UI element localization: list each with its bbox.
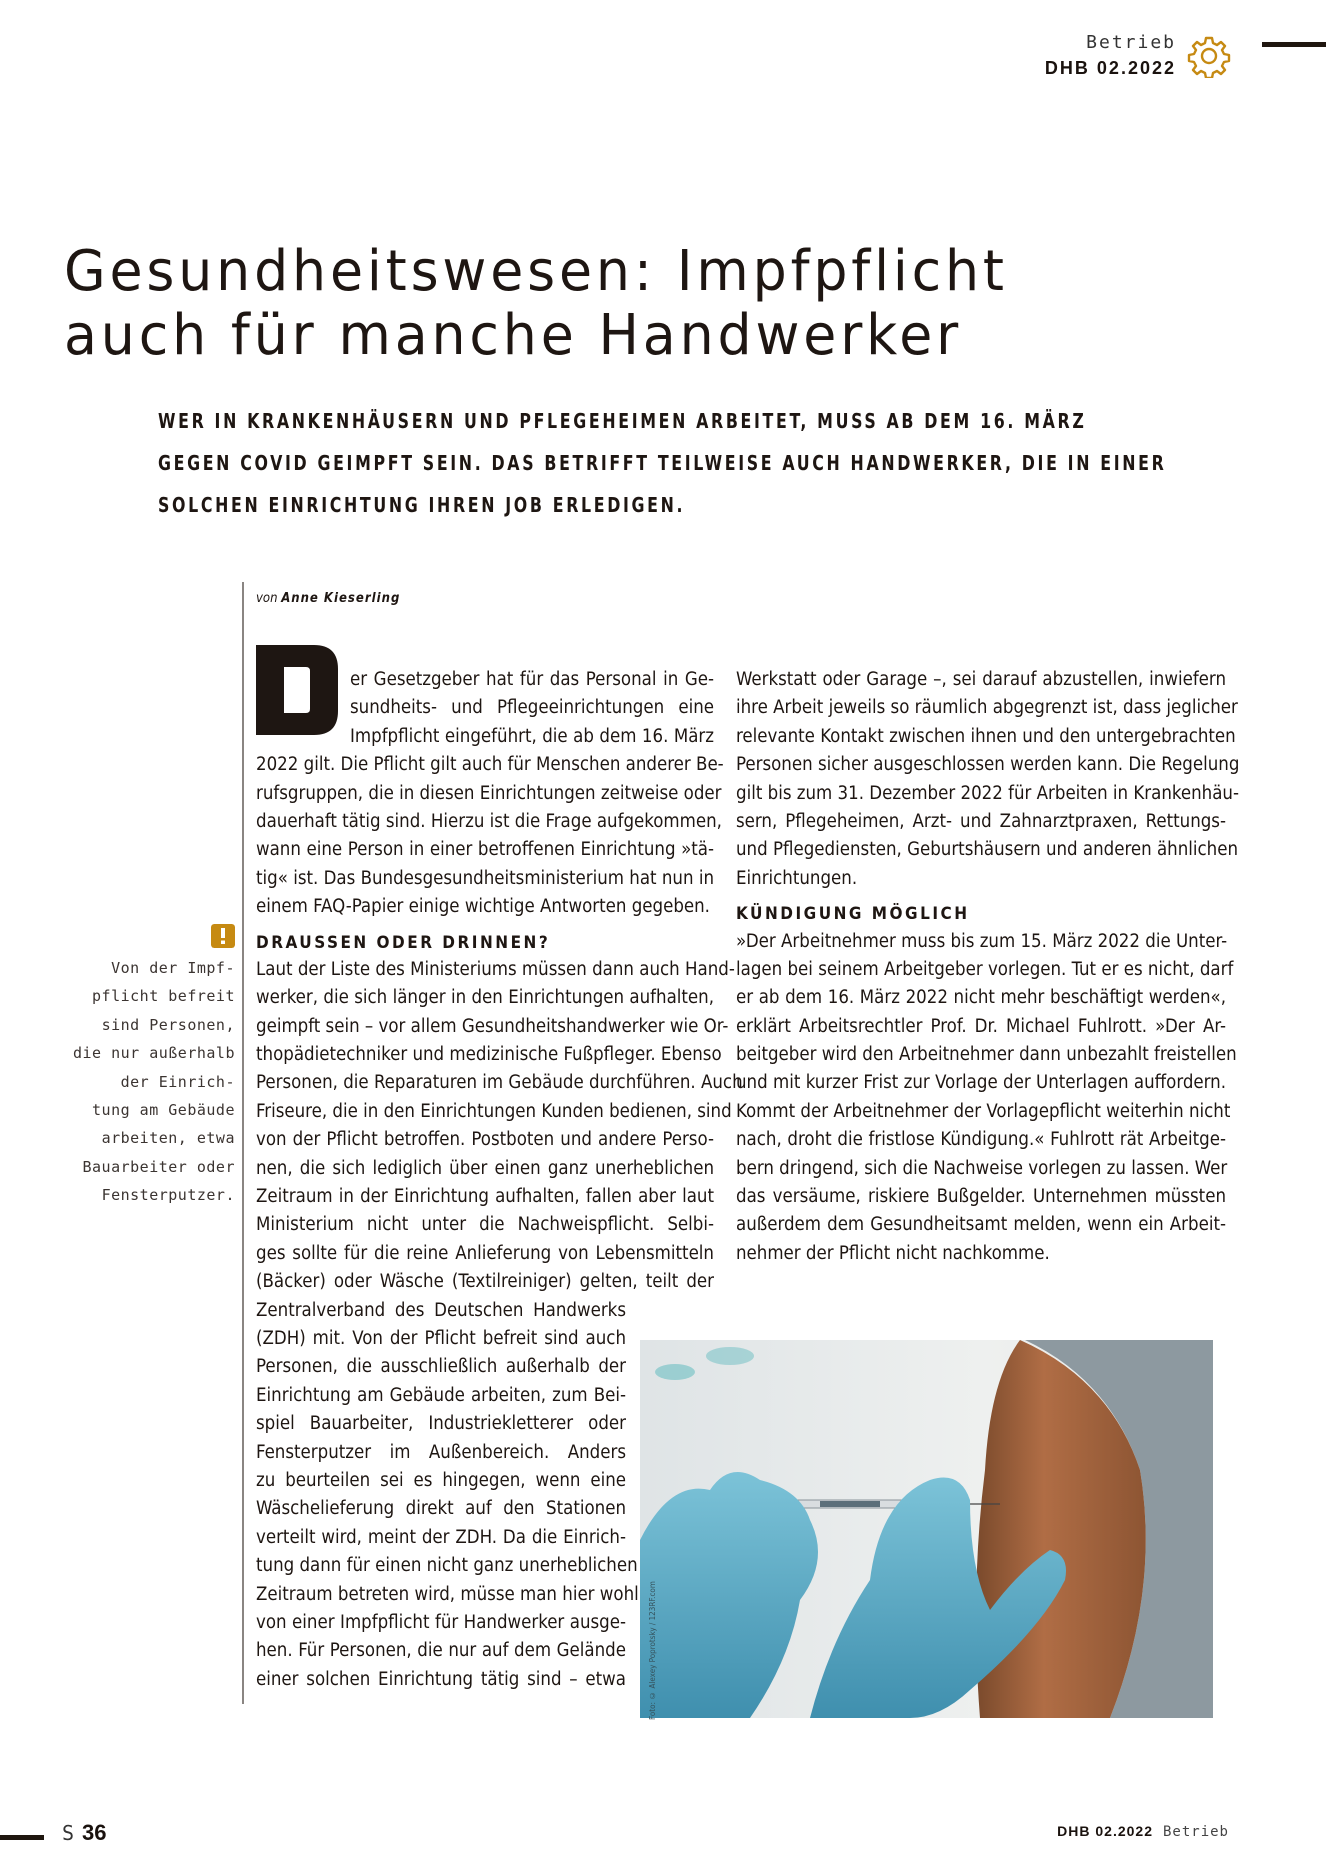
issue-label: DHB 02.2022 — [1044, 58, 1176, 78]
text-line: von der Pflicht betroffen. Postboten und andere Perso- — [256, 1129, 714, 1151]
text-line: tung dann für einen nicht ganz unerheblichen — [256, 1555, 638, 1577]
text-line: 2022 gilt. Die Pflicht gilt auch für Menschen anderer Be- — [256, 754, 724, 776]
section-label: Betrieb — [1086, 32, 1176, 53]
byline — [256, 591, 400, 606]
side-note-line: Bauarbeiter oder — [82, 1157, 235, 1176]
text-line: Personen, die ausschließlich außerhalb der — [256, 1356, 626, 1378]
text-line: gilt bis zum 31. Dezember 2022 für Arbeiten in Krankenhäu- — [736, 782, 1239, 804]
text-line: und mit kurzer Frist zur Vorlage der Unterlagen auffordern. — [736, 1072, 1226, 1094]
text-line: thopädietechniker und medizinische Fußpfleger. Ebenso — [256, 1044, 722, 1066]
text-line: Laut der Liste des Ministeriums müssen dann auch Hand- — [256, 958, 735, 980]
side-note-line: die nur außerhalb — [72, 1044, 235, 1063]
text-line: dauerhaft tätig sind. Hierzu ist die Frage aufgekommen, — [256, 810, 722, 832]
text-line: geimpft sein – vor allem Gesundheitshandwerker wie Or- — [256, 1015, 729, 1037]
text-line: beitgeber wird den Arbeitnehmer dann unbezahlt freistellen — [736, 1044, 1237, 1066]
text-line: sern, Pflegeheimen, Arzt- und Zahnarztpraxen, Rettungs- — [736, 810, 1226, 832]
text-line: hen. Für Personen, die nur auf dem Gelände — [256, 1640, 626, 1662]
subheading: DRAUSSEN ODER DRINNEN? — [256, 932, 551, 953]
page-number — [62, 1820, 107, 1846]
text-line: zu beurteilen sei es hingegen, wenn eine — [256, 1469, 626, 1491]
page-prefix: S — [62, 1821, 75, 1845]
text-line: von einer Impfpflicht für Handwerker ausge- — [256, 1611, 626, 1633]
text-line: Fensterputzer im Außenbereich. Anders — [256, 1441, 626, 1463]
text-line: erklärt Arbeitsrechtler Prof. Dr. Michael Fuhlrott. »Der Ar- — [736, 1015, 1226, 1037]
side-note-line: Fensterputzer. — [101, 1186, 235, 1205]
text-line: ges sollte für die reine Anlieferung von Lebensmitteln — [256, 1242, 714, 1264]
title-line: Gesundheitswesen: Impfpflicht — [64, 239, 1008, 304]
text-line: »Der Arbeitnehmer muss bis zum 15. März 2022 die Unter- — [736, 930, 1228, 952]
text-line: (Bäcker) oder Wäsche (Textilreiniger) gelten, teilt der — [256, 1271, 714, 1293]
column-divider — [242, 582, 244, 1704]
text-line: Personen, die Reparaturen im Gebäude durchführen. Auch — [256, 1072, 743, 1094]
side-note-line: Von der Impf- — [111, 959, 235, 977]
side-note-line: der Einrich- — [120, 1072, 235, 1091]
article-title — [64, 240, 1214, 368]
text-line: (ZDH) mit. Von der Pflicht befreit sind auch — [256, 1327, 626, 1349]
text-line: Einrichtung am Gebäude arbeiten, zum Bei- — [256, 1384, 626, 1406]
text-line: Einrichtungen. — [736, 867, 858, 889]
photo-credit: Foto: © Alexey Poprotsky / 123RF.com — [648, 1581, 657, 1720]
text-line: spiel Bauarbeiter, Industriekletterer oder — [256, 1413, 626, 1435]
text-line: Personen sicher ausgeschlossen werden kann. Die Regelung — [736, 754, 1240, 776]
article-column-2 — [736, 666, 1240, 1268]
text-line: relevante Kontakt zwischen ihnen und den untergebrachten — [736, 725, 1236, 747]
text-line: werker, die sich länger in den Einrichtungen aufhalten, — [256, 987, 714, 1009]
text-line: Impfpflicht eingeführt, die ab dem 16. März — [350, 725, 714, 747]
byline-prefix: von — [256, 591, 278, 606]
text-line: ihre Arbeit jeweils so räumlich abgegrenzt ist, dass jeglicher — [736, 697, 1238, 719]
text-line: und Pflegediensten, Geburtshäusern und anderen ähnlichen — [736, 839, 1239, 861]
text-line: bern dringend, sich die Nachweise vorlegen zu lassen. Wer — [736, 1157, 1228, 1179]
author-name: Anne Kieserling — [281, 591, 401, 606]
footer-issue — [1057, 1823, 1229, 1840]
text-line: sundheits- und Pflegeeinrichtungen eine — [350, 697, 714, 719]
text-line: Zeitraum betreten wird, müsse man hier wohl — [256, 1583, 639, 1605]
text-line: Werkstatt oder Garage –, sei darauf abzustellen, inwiefern — [736, 669, 1226, 690]
text-line: Zeitraum in der Einrichtung aufhalten, fallen aber laut — [256, 1186, 714, 1208]
side-note-line: arbeiten, etwa — [101, 1129, 235, 1148]
side-note-line: pflicht befreit — [92, 987, 235, 1006]
exclamation-icon — [211, 924, 235, 948]
title-line: auch für manche Handwerker — [64, 303, 963, 368]
lead-line: SOLCHEN EINRICHTUNG IHREN JOB ERLEDIGEN. — [158, 493, 686, 517]
text-line: nehmer der Pflicht nicht nachkomme. — [736, 1242, 1050, 1264]
footer-section-label: Betrieb — [1162, 1824, 1229, 1840]
text-line: tig« ist. Das Bundesgesundheitsministerium hat nun in — [256, 867, 714, 889]
text-line: Wäschelieferung direkt auf den Stationen — [256, 1498, 626, 1520]
footer-issue-label: DHB 02.2022 — [1057, 1823, 1153, 1839]
side-note — [50, 954, 235, 1210]
text-line: einem FAQ-Papier einige wichtige Antworten gegeben. — [256, 896, 710, 918]
page-number-value: 36 — [82, 1820, 107, 1845]
text-line: er ab dem 16. März 2022 nicht mehr beschäftigt werden«, — [736, 987, 1226, 1009]
text-line: Friseure, die in den Einrichtungen Kunden bedienen, sind — [256, 1100, 732, 1122]
text-line: nach, droht die fristlose Kündigung.« Fuhlrott rät Arbeitge- — [736, 1129, 1226, 1151]
text-line: wann eine Person in einer betroffenen Einrichtung »tä- — [256, 839, 714, 861]
article-lead — [158, 400, 1178, 526]
header-rule — [1262, 42, 1326, 47]
text-line: lagen bei seinem Arbeitgeber vorlegen. Tut er es nicht, darf — [736, 958, 1234, 980]
lead-line: GEGEN COVID GEIMPFT SEIN. DAS BETRIFFT TEILWEISE AUCH HANDWERKER, DIE IN EINER — [158, 451, 1167, 475]
vaccination-photo — [640, 1340, 1213, 1718]
text-line: verteilt wird, meint der ZDH. Da die Einrich- — [256, 1526, 626, 1548]
side-note-line: tung am Gebäude — [92, 1101, 235, 1120]
lead-line: WER IN KRANKENHÄUSERN UND PFLEGEHEIMEN ARBEITET, MUSS AB DEM 16. MÄRZ — [158, 409, 1087, 433]
page-header — [1045, 32, 1176, 80]
text-line: außerdem dem Gesundheitsamt melden, wenn ein Arbeit- — [736, 1214, 1226, 1236]
text-line: rufsgruppen, die in diesen Einrichtungen zeitweise oder — [256, 782, 722, 804]
footer-rule — [0, 1835, 44, 1840]
text-line: Zentralverband des Deutschen Handwerks — [256, 1299, 626, 1321]
text-line: nen, die sich lediglich über einen ganz unerheblichen — [256, 1157, 714, 1179]
gear-icon — [1187, 34, 1231, 78]
side-note-line: sind Personen, — [101, 1015, 235, 1034]
vaccination-illustration — [640, 1340, 1213, 1718]
text-line: er Gesetzgeber hat für das Personal in Ge- — [350, 669, 714, 690]
subheading: KÜNDIGUNG MÖGLICH — [736, 904, 970, 925]
text-line: das versäume, riskiere Bußgelder. Unternehmen müssten — [736, 1186, 1226, 1208]
text-line: Ministerium nicht unter die Nachweispflicht. Selbi- — [256, 1214, 714, 1236]
text-line: Kommt der Arbeitnehmer der Vorlagepflicht weiterhin nicht — [736, 1100, 1231, 1122]
text-line: einer solchen Einrichtung tätig sind – etwa — [256, 1668, 626, 1690]
